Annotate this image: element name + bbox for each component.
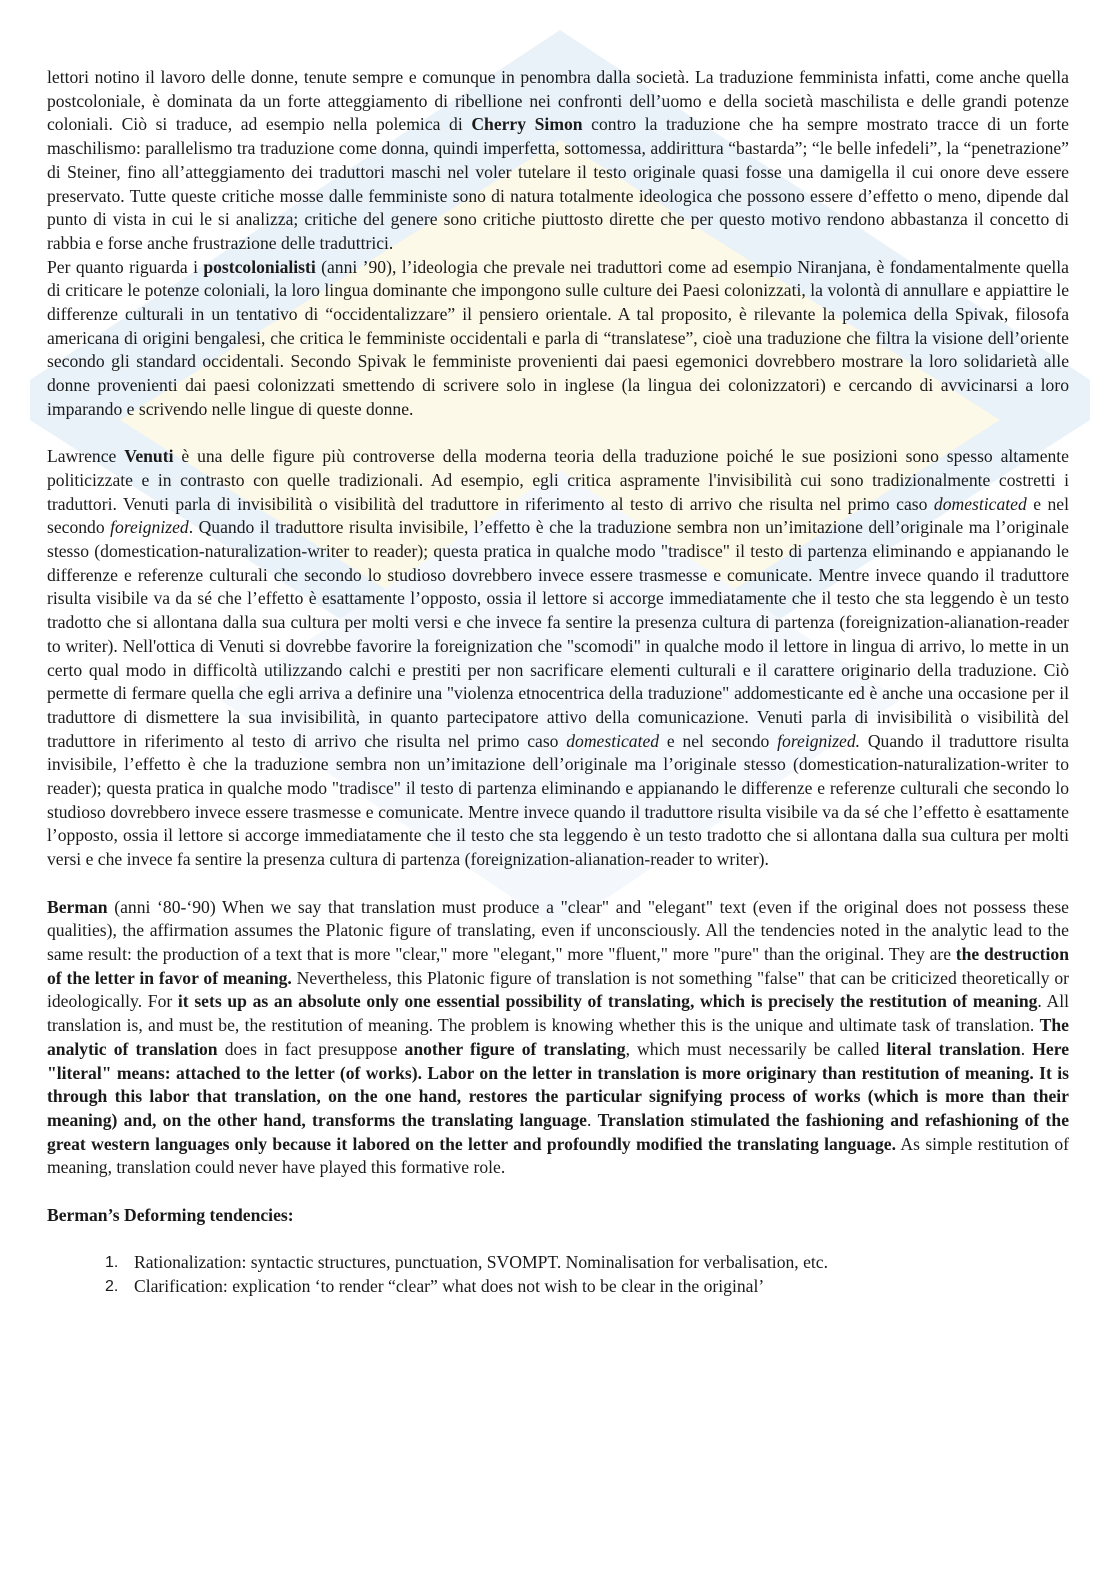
text-run: As simple restitution of meaning, translation could never have played this formative role. [47,1133,1069,1178]
paragraph-postcolonialists [47,256,1069,422]
text-run: Quando il traduttore risulta invisibile, l’effetto è che la traduzione sembra non un’imitazione dell’originale ma l’originale stesso (domestication-naturalization-writer to reader); questa pratica in qualche modo "tradisce" il testo di partenza eliminando e appianando le differenze e referenze culturali che secondo lo studioso dovrebbero invece essere trasmesse e comunicate. Mentre invece quando il traduttore risulta visibile va da sé che l’effetto è esattamente l’opposto, ossia il lettore si accorge immediatamente che il testo che sta leggendo è un testo tradotto che si allontana dalla sua cultura per molti versi e che invece fa sentire la presenza cultura di partenza (foreignization-alianation-reader to writer). [47,730,1069,870]
list-item [47,1251,1069,1275]
italic-text: foreignized [110,517,189,538]
list-number: 1. [105,1254,119,1272]
bold-text: Here "literal" means: attached to the letter (of works). Labor on the letter in translation is more originary than restitution of meaning. It is through this labor that translation, on the one hand, restores the particular signifying process of works (which is more than their meaning) and, on the other hand, transforms the translating language [47,1038,1069,1130]
bold-text: Venuti [124,446,174,467]
paragraph-venuti [47,445,1069,872]
bold-text: another figure of translating [404,1038,626,1059]
bold-text: Berman [47,896,108,917]
text-run: contro la traduzione che ha sempre mostrato tracce di un forte maschilismo: parallelismo tra traduzione come donna, quindi imperfetta, sottomessa, addirittura “bastarda”; “le belle infedeli”, la “penetrazione” di Steiner, fino all’atteggiamento dei traduttori maschi nel voler tutelare il testo originale quasi fosse una damigella il cui onore deve essere preservato. Tutte queste critiche mosse dalle femministe sono di natura totalmente ideologica che possono essere d’effetto o meno, dipende dal punto di vista in cui le si analizza; critiche del genere sono critiche piuttosto dirette che per questo motivo rendono abbastanza il concetto di rabbia e forse anche frustrazione delle traduttrici. [47,114,1069,253]
text-run: . All translation is, and must be, the restitution of meaning. The problem is knowing whether this is the unique and ultimate task of translation. [47,991,1069,1036]
list-number: 2. [105,1277,119,1295]
text-run: è una delle figure più controverse della moderna teoria della traduzione poiché le sue posizioni sono spesso altamente politicizzate e in contrasto con quelle tradizionali. Ad esempio, egli critica aspramente l'invisibilità cui sono tradizionalmente costretti i traduttori. Venuti parla di invisibilità o visibilità del traduttore in riferimento al testo di arrivo che risulta nel primo caso [47,446,1069,514]
list-text: Clarification: explication ‘to render “clear” what does not wish to be clear in the original’ [134,1275,765,1296]
text-run: Per quanto riguarda i [47,256,204,277]
bold-text: the destruction of the letter in favor of meaning. [47,943,1069,988]
italic-text: domesticated [566,730,660,751]
italic-text: domesticated [933,493,1027,514]
section-heading: Berman’s Deforming tendencies: [47,1204,294,1225]
bold-text: Cherry Simon [471,114,583,135]
list-item [47,1275,1069,1299]
text-run: , which must necessarily be called [625,1038,887,1059]
text-run: Lawrence [47,446,125,467]
text-run: e nel secondo [47,493,1069,538]
list-text: Rationalization: syntactic structures, punctuation, SVOMPT. Nominalisation for verbalisation, etc. [134,1252,828,1273]
text-run: Nevertheless, this Platonic figure of translation is not something "false" that can be criticized theoretically or ideologically. For [47,967,1069,1012]
document-page [47,66,1069,1299]
deforming-tendencies-list [47,1251,1069,1298]
bold-text: it sets up as an absolute only one essential possibility of translating, which is precisely the restitution of meaning [177,991,1038,1012]
bold-text: The analytic of translation [47,1015,1069,1059]
text-run: . [586,1109,598,1130]
paragraph-feminist-translation [47,66,1069,256]
text-run: . Quando il traduttore risulta invisibile, l’effetto è che la traduzione sembra non un’imitazione dell’originale ma l’originale stesso (domestication-naturalization-writer to reader); questa pratica in qualche modo "tradisce" il testo di partenza eliminando e appianando le differenze e referenze culturali che secondo lo studioso dovrebbero invece essere trasmesse e comunicate. Mentre invece quando il traduttore risulta visibile va da sé che l’effetto è esattamente l’opposto, ossia il lettore si accorge immediatamente che il testo che sta leggendo è un testo tradotto che si allontana dalla sua cultura per molti versi e che invece fa sentire la presenza cultura di partenza (foreignization-alianation-reader to writer). Nell'ottica di Venuti si dovrebbe favorire la foreignization che "scomodi" in qualche modo il lettore in lingua di arrivo, lo mette in un certo qual modo in difficoltà utilizzando calchi e prestiti per non sacrificare elementi culturali e il carattere originario della traduzione. Ciò permette di fermare quella che egli arriva a definire una "violenza etnocentrica della traduzione" addomesticante ed è anche una occasione per il traduttore di dismettere la sua invisibilità, in quanto partecipatore attivo della comunicazione. Venuti parla di invisibilità o visibilità del traduttore in riferimento al testo di arrivo che risulta nel primo caso [47,517,1069,751]
bold-text: literal translation [886,1038,1021,1059]
text-run: lettori notino il lavoro delle donne, tenute sempre e comunque in penombra dalla società. La traduzione femminista infatti, come anche quella postcoloniale, è dominata da un forte atteggiamento di ribellione nei confronti dell’uomo e della società maschilista e delle grandi potenze coloniali. Ciò si traduce, ad esempio nella polemica di [47,67,1069,135]
italic-text: foreignized. [777,730,861,751]
text-run: e nel secondo [659,730,778,751]
paragraph-berman [47,896,1069,1180]
text-run: . [1020,1038,1033,1059]
text-run: (anni ’90), l’ideologia che prevale nei traduttori come ad esempio Niranjana, è fondamentalmente quella di criticare le potenze coloniali, la loro lingua dominante che impongono sulle culture dei Paesi colonizzati, la volontà di annullare e appiattire le differenze culturali in un tentativo di “occidentalizzare” il pensiero orientale. A tal proposito, è rilevante la polemica della Spivak, filosofa americana di origini bengalesi, che critica le femministe occidentali e parla di “translatese”, cioè una traduzione che filtra la visione dell’oriente secondo gli standard occidentali. Secondo Spivak le femministe provenienti dai paesi egemonici dovrebbero mostrare la loro solidarietà alle donne provenienti dai paesi colonizzati smettendo di scrivere solo in inglese (la lingua dei colonizzatori) e cercando di avvicinarsi a loro imparando e scrivendo nelle lingue di queste donne. [47,256,1069,419]
text-run: does in fact presuppose [217,1038,405,1059]
bold-text: postcolonialisti [203,256,316,277]
bold-text: Translation stimulated the fashioning and refashioning of the great western languages only because it labored on the letter and profoundly modified the translating language. [47,1109,1069,1154]
text-run: (anni ‘80-‘90) When we say that translation must produce a "clear" and "elegant" text (even if the original does not possess these qualities), the affirmation assumes the Platonic figure of translating, even if unconsciously. All the tendencies noted in the analytic lead to the same result: the production of a text that is more "clear," more "elegant," more "fluent," more "pure" than the original. They are [47,896,1069,964]
